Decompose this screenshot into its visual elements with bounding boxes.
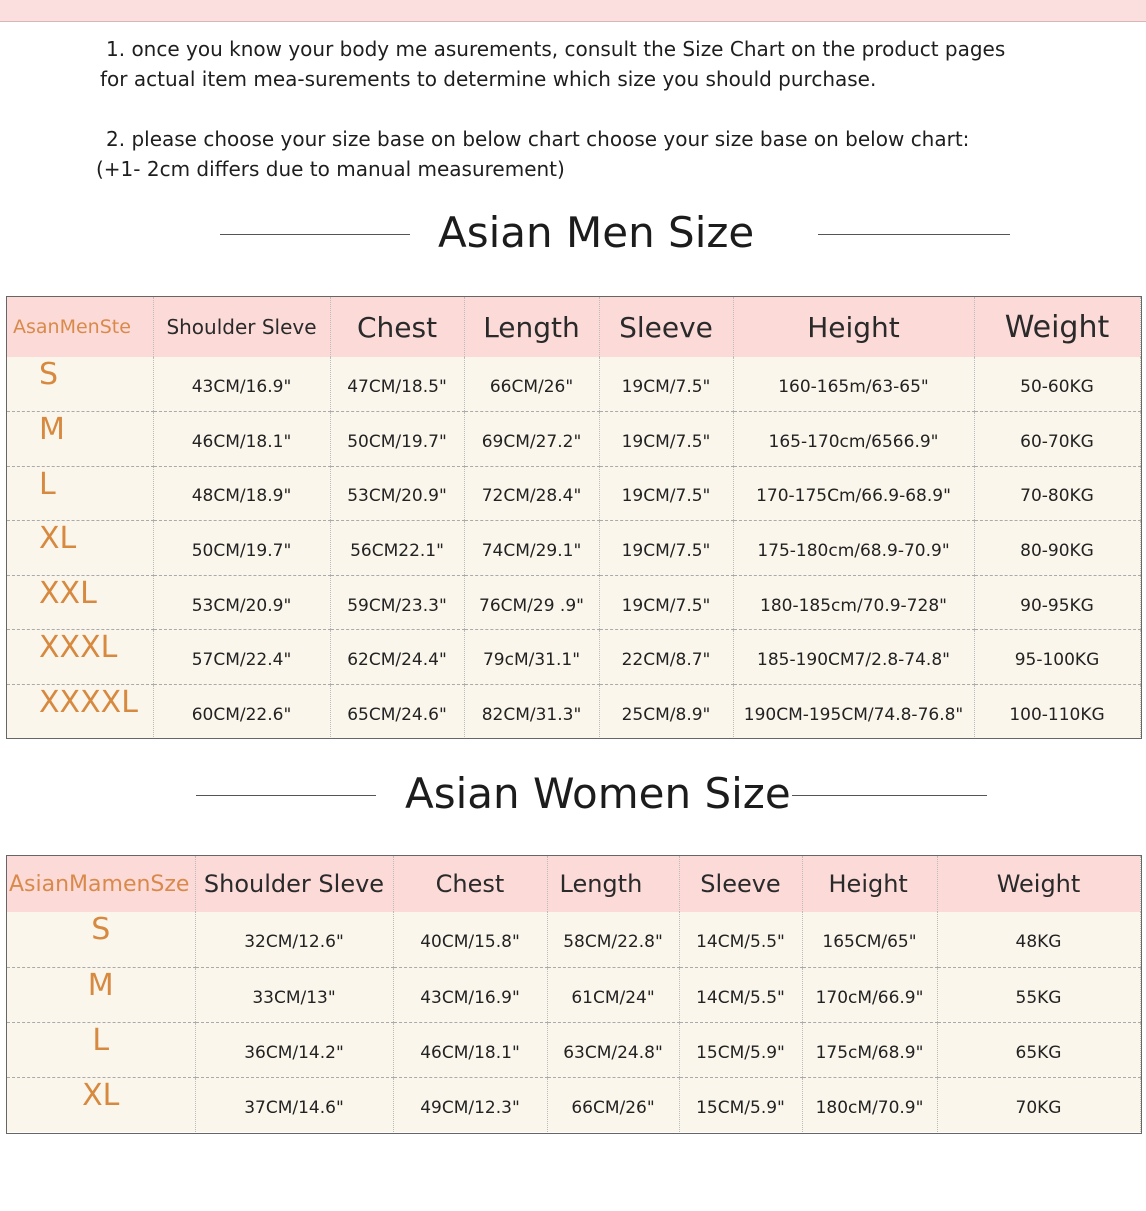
- men-size-label: XXXL: [7, 630, 153, 685]
- men-table-row-xxxxl: [7, 685, 1140, 740]
- women-header-height: Height: [802, 856, 937, 912]
- men-cell-chest: 47CM/18.5": [330, 357, 464, 412]
- men-cell-length: 69CM/27.2": [464, 412, 599, 467]
- men-cell-shoulder-sleve: 46CM/18.1": [153, 412, 330, 467]
- men-size-label: L: [7, 466, 153, 521]
- men-cell-length: 72CM/28.4": [464, 466, 599, 521]
- women-size-label: XL: [7, 1077, 195, 1132]
- men-title-rule-left: [220, 234, 410, 235]
- men-header-weight: Weight: [974, 297, 1140, 357]
- women-size-label: S: [7, 912, 195, 967]
- men-table-row-s: [7, 357, 1140, 412]
- women-cell-weight: 48KG: [937, 912, 1140, 967]
- women-table-row-m: [7, 967, 1140, 1022]
- men-header-row: [7, 297, 1140, 357]
- men-cell-sleeve: 19CM/7.5": [599, 575, 733, 630]
- women-size-label: L: [7, 1022, 195, 1077]
- women-cell-length: 66CM/26": [547, 1077, 679, 1132]
- men-cell-shoulder-sleve: 53CM/20.9": [153, 575, 330, 630]
- men-cell-height: 185-190CM7/2.8-74.8": [733, 630, 974, 685]
- note-2-line-1: 2. please choose your size base on below chart choose your size base on below chart:: [106, 127, 970, 151]
- women-cell-height: 170cM/66.9": [802, 967, 937, 1022]
- women-cell-shoulder-sleve: 36CM/14.2": [195, 1022, 393, 1077]
- note-1-line-1: 1. once you know your body me asurements, consult the Size Chart on the product pages: [106, 37, 1006, 61]
- men-title-rule-right: [818, 234, 1010, 235]
- women-header-row: [7, 856, 1140, 912]
- note-2-line-2: (+1- 2cm differs due to manual measurement): [96, 157, 565, 181]
- men-cell-length: 76CM/29 .9": [464, 575, 599, 630]
- men-cell-length: 66CM/26": [464, 357, 599, 412]
- women-cell-chest: 43CM/16.9": [393, 967, 547, 1022]
- top-banner-strip: [0, 0, 1146, 22]
- men-cell-length: 82CM/31.3": [464, 685, 599, 740]
- women-size-label: M: [7, 967, 195, 1022]
- women-header-chest: Chest: [393, 856, 547, 912]
- men-size-label: XL: [7, 521, 153, 576]
- women-size-title: Asian Women Size: [405, 769, 791, 818]
- men-size-title: Asian Men Size: [438, 208, 755, 257]
- men-cell-sleeve: 19CM/7.5": [599, 466, 733, 521]
- men-cell-chest: 59CM/23.3": [330, 575, 464, 630]
- men-size-label: S: [7, 357, 153, 412]
- women-cell-weight: 70KG: [937, 1077, 1140, 1132]
- men-cell-shoulder-sleve: 50CM/19.7": [153, 521, 330, 576]
- men-cell-length: 74CM/29.1": [464, 521, 599, 576]
- men-cell-sleeve: 19CM/7.5": [599, 521, 733, 576]
- men-cell-chest: 50CM/19.7": [330, 412, 464, 467]
- note-1-line-2: for actual item mea-surements to determine which size you should purchase.: [100, 67, 877, 91]
- men-size-label: XXXXL: [7, 685, 153, 740]
- women-cell-shoulder-sleve: 32CM/12.6": [195, 912, 393, 967]
- men-table-row-xxxl: [7, 630, 1140, 685]
- women-table-row-l: [7, 1022, 1140, 1077]
- men-cell-height: 160-165m/63-65": [733, 357, 974, 412]
- men-cell-shoulder-sleve: 43CM/16.9": [153, 357, 330, 412]
- women-header-weight: Weight: [937, 856, 1140, 912]
- men-cell-chest: 62CM/24.4": [330, 630, 464, 685]
- men-cell-shoulder-sleve: 60CM/22.6": [153, 685, 330, 740]
- women-cell-chest: 46CM/18.1": [393, 1022, 547, 1077]
- women-header-sleeve: Sleeve: [679, 856, 802, 912]
- men-cell-weight: 70-80KG: [974, 466, 1140, 521]
- women-table-body: [7, 912, 1140, 1132]
- men-cell-length: 79cM/31.1": [464, 630, 599, 685]
- women-table-row-xl: [7, 1077, 1140, 1132]
- women-cell-weight: 55KG: [937, 967, 1140, 1022]
- men-table-row-l: [7, 466, 1140, 521]
- men-cell-height: 170-175Cm/66.9-68.9": [733, 466, 974, 521]
- men-table-body: [7, 357, 1140, 739]
- women-title-rule-left: [196, 795, 376, 796]
- women-title-rule-right: [792, 795, 987, 796]
- men-cell-shoulder-sleve: 48CM/18.9": [153, 466, 330, 521]
- women-cell-length: 58CM/22.8": [547, 912, 679, 967]
- men-size-label: M: [7, 412, 153, 467]
- men-header-chest: Chest: [330, 297, 464, 357]
- men-cell-shoulder-sleve: 57CM/22.4": [153, 630, 330, 685]
- men-header-shoulder-sleve: Shoulder Sleve: [153, 297, 330, 357]
- men-table-row-m: [7, 412, 1140, 467]
- women-cell-sleeve: 15CM/5.9": [679, 1022, 802, 1077]
- men-size-label: XXL: [7, 575, 153, 630]
- men-cell-weight: 50-60KG: [974, 357, 1140, 412]
- men-cell-weight: 100-110KG: [974, 685, 1140, 740]
- men-cell-sleeve: 19CM/7.5": [599, 357, 733, 412]
- instruction-note-2: [96, 124, 969, 184]
- women-cell-shoulder-sleve: 37CM/14.6": [195, 1077, 393, 1132]
- women-table-row-s: [7, 912, 1140, 967]
- men-table-row-xxl: [7, 575, 1140, 630]
- women-size-table: [7, 856, 1141, 1132]
- men-table-row-xl: [7, 521, 1140, 576]
- men-cell-weight: 80-90KG: [974, 521, 1140, 576]
- men-cell-sleeve: 22CM/8.7": [599, 630, 733, 685]
- men-cell-weight: 95-100KG: [974, 630, 1140, 685]
- women-cell-sleeve: 14CM/5.5": [679, 912, 802, 967]
- men-header-sleeve: Sleeve: [599, 297, 733, 357]
- men-cell-height: 175-180cm/68.9-70.9": [733, 521, 974, 576]
- men-cell-chest: 65CM/24.6": [330, 685, 464, 740]
- men-header-height: Height: [733, 297, 974, 357]
- men-cell-sleeve: 19CM/7.5": [599, 412, 733, 467]
- women-cell-length: 63CM/24.8": [547, 1022, 679, 1077]
- men-cell-weight: 90-95KG: [974, 575, 1140, 630]
- women-cell-height: 180cM/70.9": [802, 1077, 937, 1132]
- women-cell-sleeve: 14CM/5.5": [679, 967, 802, 1022]
- men-cell-sleeve: 25CM/8.9": [599, 685, 733, 740]
- men-cell-height: 165-170cm/6566.9": [733, 412, 974, 467]
- women-cell-chest: 40CM/15.8": [393, 912, 547, 967]
- men-cell-chest: 53CM/20.9": [330, 466, 464, 521]
- men-cell-height: 190CM-195CM/74.8-76.8": [733, 685, 974, 740]
- women-cell-height: 175cM/68.9": [802, 1022, 937, 1077]
- women-cell-length: 61CM/24": [547, 967, 679, 1022]
- women-cell-chest: 49CM/12.3": [393, 1077, 547, 1132]
- men-cell-weight: 60-70KG: [974, 412, 1140, 467]
- women-cell-weight: 65KG: [937, 1022, 1140, 1077]
- instruction-note-1: [100, 34, 1005, 94]
- women-cell-height: 165CM/65": [802, 912, 937, 967]
- women-cell-shoulder-sleve: 33CM/13": [195, 967, 393, 1022]
- women-header-shoulder-sleve: Shoulder Sleve: [195, 856, 393, 912]
- women-header-length: Length: [547, 856, 679, 912]
- men-header-length: Length: [464, 297, 599, 357]
- men-header-size-label: AsanMenSte: [7, 297, 153, 357]
- women-header-size-label: AsianMamenSze: [7, 856, 195, 912]
- women-cell-sleeve: 15CM/5.9": [679, 1077, 802, 1132]
- men-size-table: [7, 297, 1141, 739]
- men-cell-chest: 56CM22.1": [330, 521, 464, 576]
- men-cell-height: 180-185cm/70.9-728": [733, 575, 974, 630]
